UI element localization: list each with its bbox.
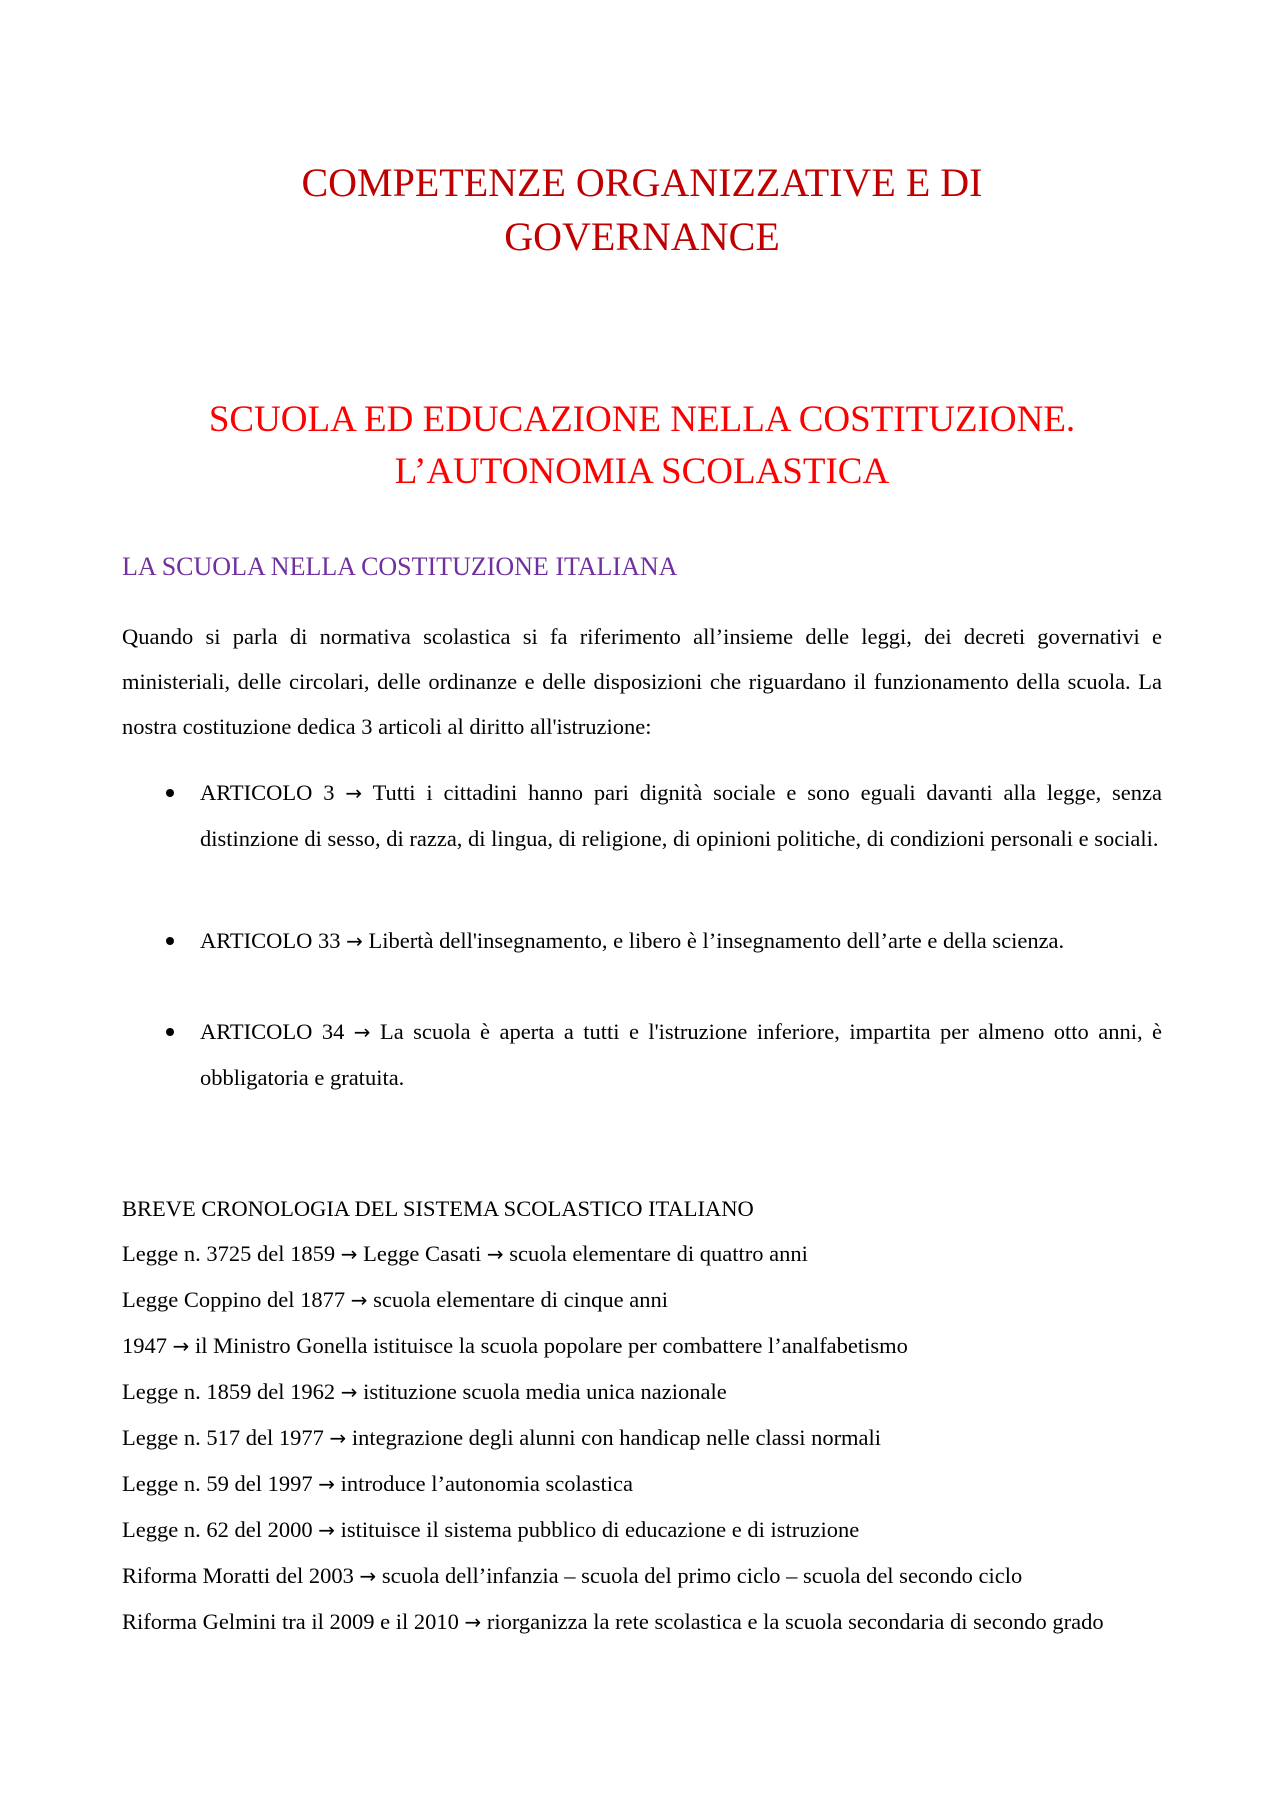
chronology-entry: 1947 → il Ministro Gonella istituisce la scuola popolare per combattere l’analfabetismo (122, 1333, 908, 1358)
bullet-icon (166, 1028, 174, 1036)
chronology-entry: Legge n. 1859 del 1962 → istituzione scuola media unica nazionale (122, 1379, 727, 1404)
arrow-right-icon: → (172, 1334, 190, 1358)
document-title-line-2: GOVERNANCE (504, 214, 780, 259)
arrow-right-icon: → (353, 1020, 371, 1044)
chronology-entry: Legge n. 59 del 1997 → introduce l’autonomia scolastica (122, 1471, 634, 1496)
document-subtitle-line-1: SCUOLA ED EDUCAZIONE NELLA COSTITUZIONE. (208, 399, 1076, 440)
arrow-right-icon: → (346, 929, 363, 953)
section-heading: LA SCUOLA NELLA COSTITUZIONE ITALIANA (122, 552, 678, 581)
article-label: ARTICOLO 3 (200, 780, 335, 805)
chronology-entry: Legge Coppino del 1877 → scuola elementare di cinque anni (122, 1287, 668, 1312)
chronology-heading: BREVE CRONOLOGIA DEL SISTEMA SCOLASTICO ITALIANO (122, 1196, 754, 1221)
arrow-right-icon: → (350, 1288, 368, 1312)
arrow-right-icon: → (340, 1242, 358, 1266)
document-subtitle (122, 394, 1162, 498)
arrow-right-icon: → (329, 1426, 347, 1450)
document-title-line-1: COMPETENZE ORGANIZZATIVE E DI (301, 160, 983, 205)
arrow-right-icon: → (345, 781, 363, 805)
arrow-right-icon: → (318, 1518, 335, 1542)
document-subtitle-line-2: L’AUTONOMIA SCOLASTICA (394, 451, 890, 492)
chronology-entry: Riforma Moratti del 2003 → scuola dell’infanzia – scuola del primo ciclo – scuola del secondo ciclo (122, 1563, 1023, 1588)
chronology-entry: Legge n. 517 del 1977 → integrazione degli alunni con handicap nelle classi normali (122, 1425, 882, 1450)
article-text: Tutti i cittadini hanno pari dignità sociale e sono eguali davanti alla legge, senza distinzione di sesso, di razza, di lingua, di religione, di opinioni politiche, di condizioni personali e sociali. (200, 780, 1163, 851)
chronology (122, 1186, 1162, 1645)
chronology-entry: Riforma Gelmini tra il 2009 e il 2010 → riorganizza la rete scolastica e la scuola secondaria di secondo grado (122, 1609, 1104, 1634)
arrow-right-icon: → (340, 1380, 358, 1404)
article-label: ARTICOLO 34 (200, 1019, 345, 1044)
bullet-icon (166, 937, 174, 945)
bullet-icon (166, 789, 174, 797)
chronology-entry: Legge n. 62 del 2000 → istituisce il sistema pubblico di educazione e di istruzione (122, 1517, 860, 1542)
article-text: La scuola è aperta a tutti e l'istruzione inferiore, impartita per almeno otto anni, è obbligatoria e gratuita. (200, 1019, 1163, 1090)
article-label: ARTICOLO 33 (200, 928, 341, 953)
arrow-right-icon: → (464, 1610, 482, 1634)
document-title (122, 156, 1162, 264)
arrow-right-icon: → (486, 1242, 504, 1266)
intro-paragraph: Quando si parla di normativa scolastica si fa riferimento all’insieme delle leggi, dei decreti governativi e ministeriali, delle circolari, delle ordinanze e delle disposizioni che riguardano il funzionamento della scuola. La nostra costituzione dedica 3 articoli al diritto all'istruzione: (122, 624, 1162, 739)
chronology-entry: Legge n. 3725 del 1859 → Legge Casati → scuola elementare di quattro anni (122, 1241, 808, 1266)
arrow-right-icon: → (359, 1564, 377, 1588)
article-text: Libertà dell'insegnamento, e libero è l’insegnamento dell’arte e della scienza. (368, 928, 1065, 953)
arrow-right-icon: → (318, 1472, 335, 1496)
